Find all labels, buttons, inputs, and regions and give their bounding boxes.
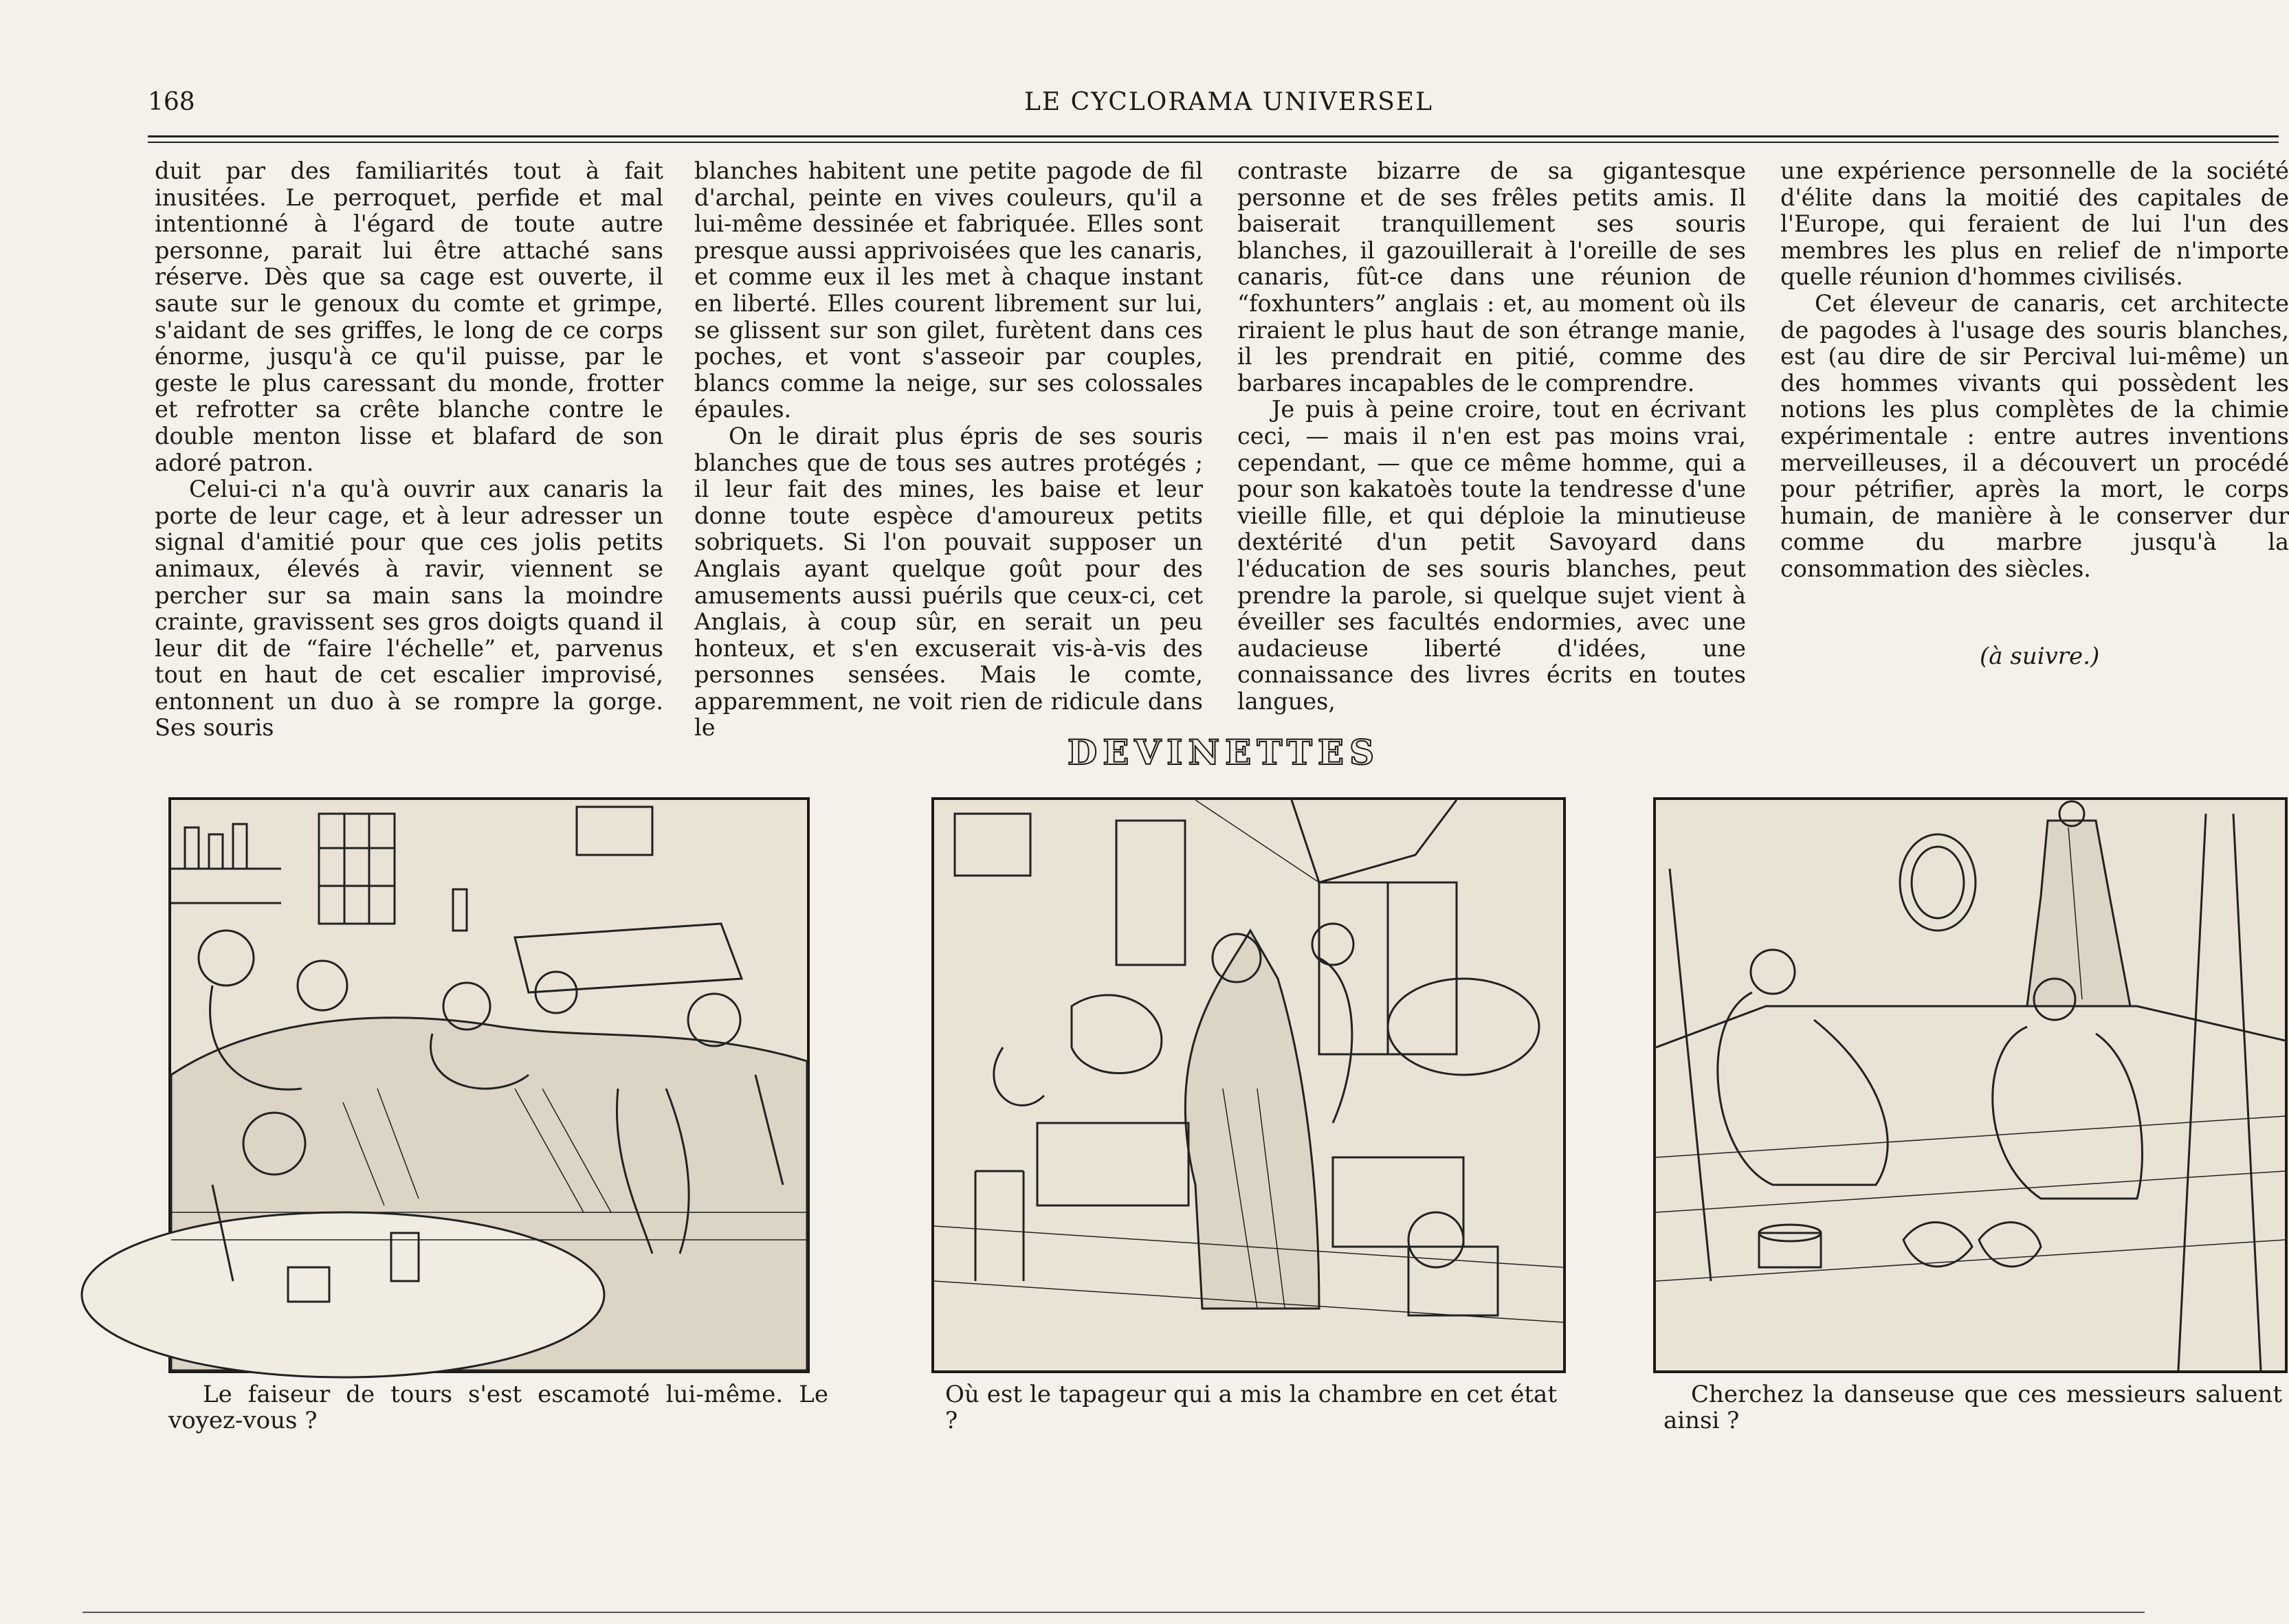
text-column-2 bbox=[694, 157, 1203, 742]
studio-scene-drawing bbox=[1656, 800, 2285, 1370]
paragraph: Celui-ci n'a qu'à ouvrir aux canaris la porte de leur cage, et à leur adresser un signal d'amitié pour que ces jolis petits animaux, élevés à ravir, viennent se percher sur sa main sans la moindre crainte, gravissent ses gros doigts quand il leur dit de “faire l'échelle” et, parvenus tout en haut de cet escalier improvisé, entonnent un duo à se rompre la gorge. Ses souris bbox=[155, 476, 663, 742]
continued-note: (à suivre.) bbox=[1980, 643, 2100, 670]
tavern-scene-drawing bbox=[171, 800, 807, 1370]
paragraph: duit par des familiarités tout à fait inusitées. Le perroquet, perfide et mal intentionné à l'égard de toute autre personne, parait lui être attaché sans réserve. Dès que sa cage est ouverte, il saute sur le genoux du comte et grimpe, s'aidant de ses griffes, le long de ce corps énorme, jusqu'à ce qu'il puisse, par le geste le plus caressant du monde, frotter et refrotter sa crête blanche contre le double menton lisse et blafard de son adoré patron. bbox=[155, 157, 663, 476]
header-rule-thin bbox=[148, 142, 2279, 143]
paragraph: blanches habitent une petite pagode de fil d'archal, peinte en vives couleurs, qu'il a lui-même dessinée et fabriquée. Elles sont presque aussi apprivoisées que les canaris, et comme eux il les met à chaque instant en liberté. Elles courent librement sur lui, se glissent sur son gilet, furètent dans ces poches, et vont s'asseoir par couples, blancs comme la neige, sur ses colossales épaules. bbox=[694, 157, 1203, 423]
paragraph: Cet éleveur de canaris, cet architecte de pagodes à l'usage des souris blanches, est (au dire de sir Percival lui-même) un des hommes vivants qui possèdent les notions les plus complètes de la chimie expérimentale : entre autres inventions merveilleuses, il a découvert un procédé pour pétrifier, après la mort, le corps humain, de manière à le conserver dur comme du marbre jusqu'à la consommation des siècles. bbox=[1780, 289, 2289, 582]
puzzle-caption-1: Le faiseur de tours s'est escamoté lui-même. Le voyez-vous ? bbox=[168, 1381, 828, 1434]
journal-title: LE CYCLORAMA UNIVERSEL bbox=[1024, 88, 1433, 116]
paragraph: Je puis à peine croire, tout en écrivant ceci, — mais il n'en est pas moins vrai, cependant, — que ce même homme, qui a pour son kakatoès toute la tendresse d'une vieille fille, et qui déploie la minutieuse dextérité d'un petit Savoyard dans l'éducation de ses souris blanches, peut prendre la parole, si quelque sujet vient à éveiller ses facultés endormies, avec une audacieuse liberté d'idées, une connaissance des livres écrits en toutes langues, bbox=[1237, 396, 1746, 715]
paragraph: une expérience personnelle de la société d'élite dans la moitié des capitales de l'Europe, qui feraient de lui l'un des membres les plus en relief de n'importe quelle réunion d'hommes civilisés. bbox=[1780, 157, 2289, 291]
messy-room-drawing bbox=[934, 800, 1563, 1370]
article-columns bbox=[148, 157, 2289, 742]
paragraph: On le dirait plus épris de ses souris blanches que de tous ses autres protégés ; il leur fait des mines, les baise et leur donne toute espèce d'amoureux petits sobriquets. Si l'on pouvait supposer un Anglais ayant quelque goût pour des amusements aussi puérils que ceux-ci, cet Anglais, à coup sûr, en serait un peu honteux, et s'en excuserait vis-à-vis des personnes sensées. Mais le comte, apparemment, ne voit rien de ridicule dans le bbox=[694, 422, 1203, 742]
page-number: 168 bbox=[148, 88, 195, 116]
text-column-3 bbox=[1237, 158, 1746, 722]
header-rule bbox=[148, 135, 2279, 137]
puzzle-illustration-2 bbox=[931, 797, 1566, 1373]
footer-rule bbox=[82, 1612, 2145, 1613]
paragraph: contraste bizarre de sa gigantesque personne et de ses frêles petits amis. Il baiserait tranquillement ses souris blanches, il gazouillerait à l'oreille de ses canaris, fût-ce dans une réunion de “foxhunters” anglais : et, au moment où ils riraient le plus haut de son étrange manie, il les prendrait en pitié, comme des barbares incapables de le comprendre. bbox=[1237, 157, 1746, 397]
puzzle-illustration-1 bbox=[168, 797, 810, 1373]
puzzle-caption-2: Où est le tapageur qui a mis la chambre en cet état ? bbox=[945, 1381, 1557, 1434]
section-title: DEVINETTES bbox=[1067, 732, 1380, 772]
text-column-1 bbox=[155, 157, 663, 742]
text-column-4 bbox=[1780, 158, 2289, 722]
puzzle-caption-3: Cherchez la danseuse que ces messieurs saluent ainsi ? bbox=[1663, 1381, 2282, 1434]
puzzle-illustration-3 bbox=[1653, 797, 2288, 1373]
